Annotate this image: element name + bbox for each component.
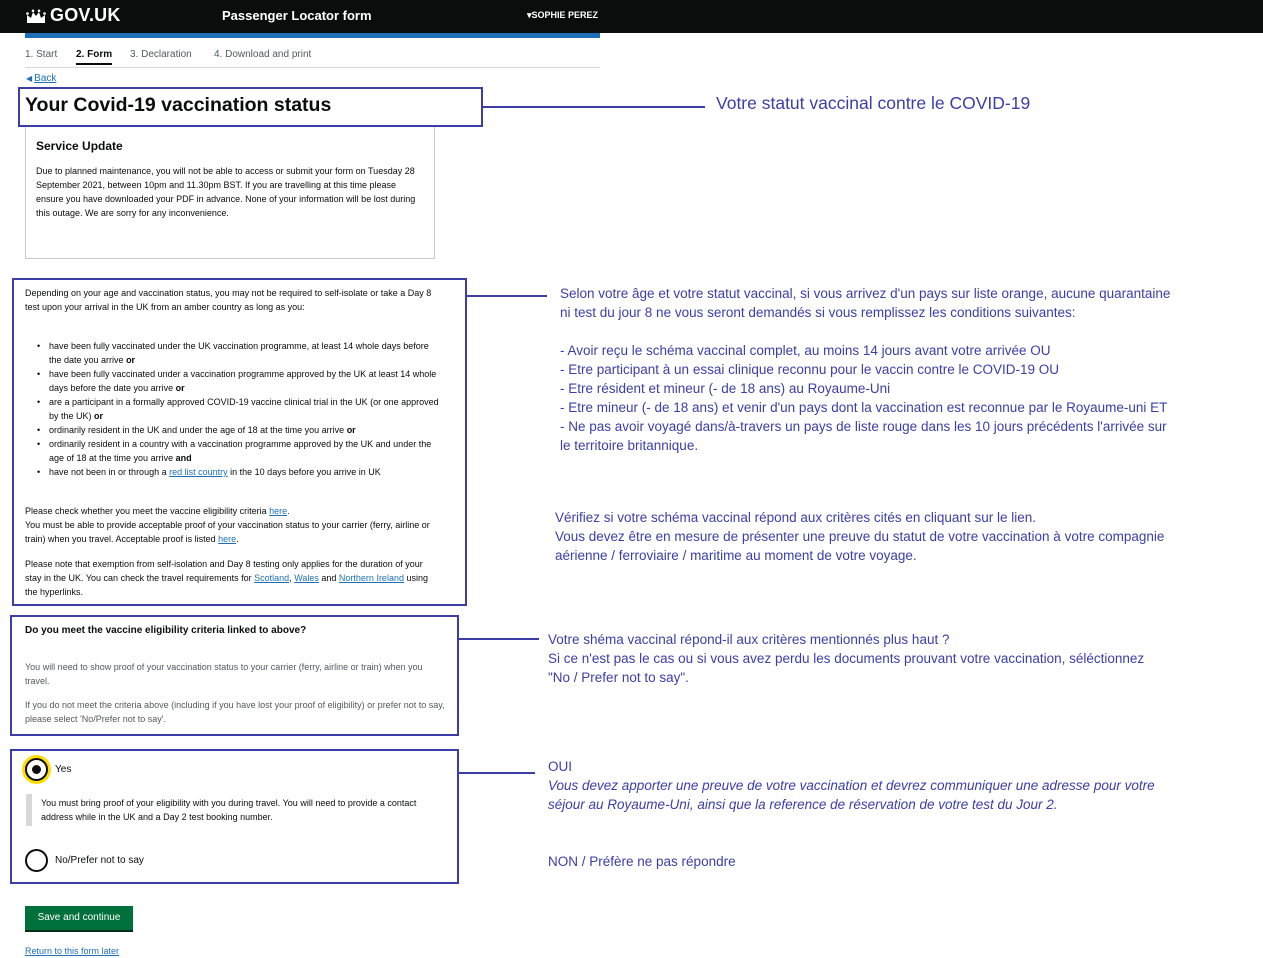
user-name: SOPHIE PEREZ	[531, 10, 599, 20]
annotation-title-fr: Votre statut vaccinal contre le COVID-19	[716, 93, 1031, 113]
conjunction: or	[126, 355, 136, 365]
annotation-connector-eligibility	[467, 295, 547, 297]
annotation-connector-question	[459, 638, 539, 640]
step-form[interactable]: 2. Form	[76, 49, 112, 65]
eligibility-bullet	[37, 395, 439, 423]
bullet-text: ordinarily resident in a country with a vaccination programme approved by the UK and under the age of 18 at the time you arrive	[49, 439, 432, 463]
conjunction: and	[175, 453, 192, 463]
govuk-header	[0, 0, 1263, 33]
annotation-line: Si ce n'est pas le cas ou si vous avez perdu les documents prouvant votre vaccination, séléctionnez	[548, 651, 1145, 666]
yes-conditional-text: You must bring proof of your eligibility with you during travel. You will need to provide a contact address while in the UK and a Day 2 test booking number.	[41, 798, 417, 822]
proof-here-link[interactable]: here	[218, 534, 237, 544]
annotation-eligibility-fr	[560, 284, 1250, 455]
annotation-line: ni test du jour 8 ne vous seront demandés si vous remplissez les conditions suivantes:	[560, 305, 1076, 320]
question-hint: You will need to show proof of your vaccination status to your carrier (ferry, airline or train) when you travel.	[25, 662, 423, 686]
annotation-line: le territoire britannique.	[560, 438, 699, 453]
save-and-continue-button[interactable]: Save and continue	[25, 906, 133, 930]
bullet-text: ordinarily resident in the UK and under the age of 18 at the time you arrive	[49, 425, 345, 435]
radio-selected-dot	[32, 765, 41, 774]
bullet-dot: •	[37, 425, 41, 435]
notice-title: Service Update	[36, 139, 123, 153]
annotation-connector-title	[483, 106, 705, 108]
crown-icon	[26, 9, 46, 24]
and-text: and	[321, 573, 337, 583]
page-title: Your Covid-19 vaccination status	[25, 94, 332, 116]
annotation-line: Vérifiez si votre schéma vaccinal répond aux critères cités en cliquant sur le lien.	[555, 510, 1036, 525]
annotation-spacer	[560, 322, 1250, 341]
service-update-notice	[25, 127, 435, 259]
radio-yes-label[interactable]: Yes	[55, 764, 72, 775]
northern-ireland-link[interactable]: Northern Ireland	[338, 573, 404, 583]
back-link[interactable]	[26, 73, 56, 84]
annotation-connector-options	[459, 772, 535, 774]
annotation-line: Selon votre âge et votre statut vaccinal, si vous arrivez d'un pays sur liste orange, aucune quarantaine	[560, 286, 1171, 301]
conjunction: or	[175, 383, 185, 393]
annotation-line: - Etre résident et mineur (- de 18 ans) au Royaume-Uni	[560, 381, 891, 396]
annotation-line: - Ne pas avoir voyagé dans/à-travers un pays de liste rouge dans les 10 jours précédents l'arrivée sur	[560, 419, 1167, 434]
step-start[interactable]: 1. Start	[25, 49, 58, 60]
eligibility-bullet	[37, 437, 439, 465]
bullet-dot: •	[37, 397, 41, 407]
bullet-dot: •	[37, 467, 41, 477]
step-download[interactable]: 4. Download and print	[214, 49, 312, 60]
annotation-line: Vous devez être en mesure de présenter une preuve du statut de votre vaccination à votre compagnie	[555, 529, 1165, 544]
notice-body: Due to planned maintenance, you will not be able to access or submit your form on Tuesday 28 September 2021, between 10pm and 11.30pm BST. If you are travelling at this time please ensure you have downloaded your PDF in advance. None of your information will be lost during this outage. We are sorry for any inconvenience.	[36, 166, 416, 218]
govuk-logo-link[interactable]: GOV.UK	[50, 5, 121, 25]
conditional-reveal-border	[26, 794, 32, 826]
eligibility-bullet	[37, 423, 439, 437]
eligibility-bullet	[37, 465, 439, 479]
radio-no-label[interactable]: No/Prefer not to say	[55, 855, 144, 866]
annotation-yes-fr	[548, 776, 1238, 814]
question-title: Do you meet the vaccine eligibility criteria linked to above?	[25, 625, 307, 636]
exemption-text: Please note that exemption from self-isolation and Day 8 testing only applies for the duration of your stay in the UK. You can check the travel requirements for	[25, 559, 423, 583]
radio-yes[interactable]	[25, 758, 48, 781]
annotation-line: Votre shéma vaccinal répond-il aux critères mentionnés plus haut ?	[548, 632, 950, 647]
bullet-dot: •	[37, 341, 41, 351]
annotation-no-fr: NON / Préfère ne pas répondre	[548, 854, 736, 869]
bullet-text: are a participant in a formally approved COVID-19 vaccine clinical trial in the UK (or one approved by the UK)	[49, 397, 439, 421]
user-menu[interactable]	[527, 10, 598, 21]
annotation-line: - Etre participant à un essai clinique reconnu pour le vaccin contre le COVID-19 OU	[560, 362, 1059, 377]
service-name[interactable]: Passenger Locator form	[222, 8, 372, 23]
bullet-text: have been fully vaccinated under the UK vaccination programme, at least 14 whole days before the date you arrive	[49, 341, 429, 365]
bullet-text-post: in the 10 days before you arrive in UK	[230, 467, 381, 477]
eligibility-check-paragraph: Please check whether you meet the vaccine eligibility criteria here. You must be able to provide acceptable proof of your vaccination status to your carrier (ferry, airline or train) when you travel. Acceptable proof is listed here.	[25, 506, 430, 544]
annotation-line: "No / Prefer not to say".	[548, 670, 689, 685]
bullet-dot: •	[37, 439, 41, 449]
annotation-yes-fr-title: OUI	[548, 759, 573, 774]
annotation-line: - Etre mineur (- de 18 ans) et venir d'un pays dont la vaccination est reconnue par le Royaume-uni ET	[560, 400, 1168, 415]
conjunction: or	[346, 425, 356, 435]
bullet-dot: •	[37, 369, 41, 379]
eligibility-intro: Depending on your age and vaccination status, you may not be required to self-isolate or take a Day 8 test upon your arrival in the UK from an amber country as long as you:	[25, 288, 432, 312]
annotation-line: Vous devez apporter une preuve de votre vaccination et devrez communiquer une adresse pour votre	[548, 778, 1155, 793]
step-declaration[interactable]: 3. Declaration	[130, 49, 192, 60]
hyperlinks-text: using the hyperlinks.	[25, 573, 428, 597]
back-arrow-icon: ◀	[26, 74, 33, 83]
proof-text: You must be able to provide acceptable proof of your vaccination status to your carrier (ferry, airline or train) when you travel. Acceptable proof is listed	[25, 520, 430, 544]
annotation-line: aérienne / ferroviaire / maritime au moment de votre voyage.	[555, 548, 917, 563]
wales-link[interactable]: Wales	[294, 573, 319, 583]
header-accent-bar	[25, 33, 600, 38]
exemption-paragraph: Please note that exemption from self-isolation and Day 8 testing only applies for the duration of your stay in the UK. You can check the travel requirements for Scotland, Wales and Northern Ireland using the hyperlinks.	[25, 559, 428, 597]
conjunction: or	[94, 411, 104, 421]
return-later-link[interactable]: Return to this form later	[25, 946, 120, 956]
eligibility-bullet	[37, 367, 439, 395]
criteria-here-link[interactable]: here	[269, 506, 288, 516]
eligibility-bullet	[37, 339, 439, 367]
caret-down-icon: ▾	[527, 10, 532, 20]
annotation-line: - Avoir reçu le schéma vaccinal complet, au moins 14 jours avant votre arrivée OU	[560, 343, 1051, 358]
steps-divider	[25, 67, 600, 68]
annotation-question-fr	[548, 630, 1238, 687]
red-list-country-link[interactable]: red list country	[169, 467, 228, 477]
scotland-link[interactable]: Scotland	[254, 573, 290, 583]
back-label: Back	[34, 73, 57, 84]
bullet-text-pre: have not been in or through a	[49, 467, 167, 477]
radio-no[interactable]	[25, 849, 48, 872]
bullet-text: have been fully vaccinated under a vaccination programme approved by the UK at least 14 whole days before the date you arrive	[49, 369, 437, 393]
annotation-line: séjour au Royaume-Uni, ainsi que la reference de réservation de votre test du Jour 2.	[548, 797, 1058, 812]
check-text: Please check whether you meet the vaccine eligibility criteria	[25, 506, 267, 516]
annotation-check-fr	[555, 508, 1245, 565]
question-hint: If you do not meet the criteria above (including if you have lost your proof of eligibility) or prefer not to say, please select 'No/Prefer not to say'.	[25, 700, 445, 724]
